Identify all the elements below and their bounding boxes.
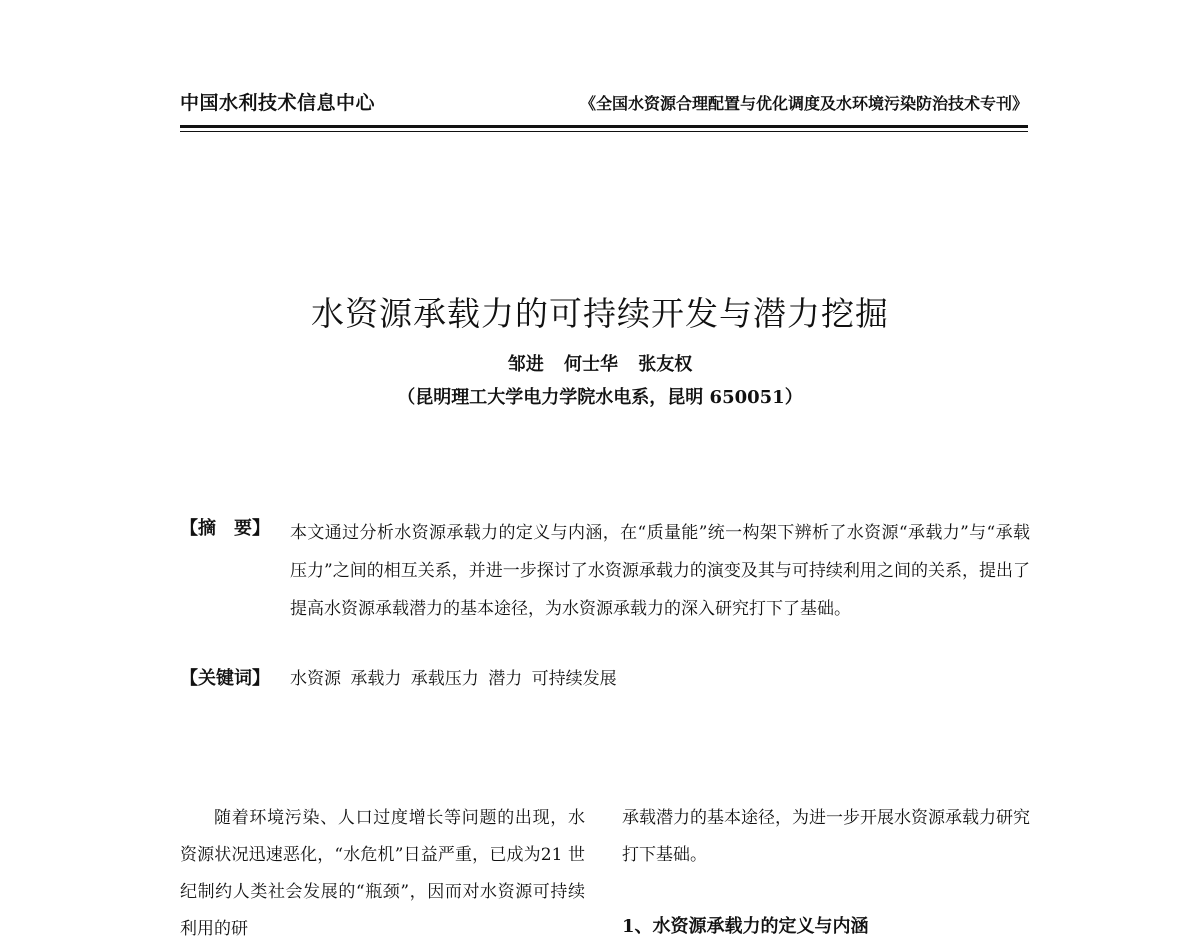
paper-authors: 邹进 何士华 张友权	[507, 354, 693, 375]
header-rule-thin	[180, 131, 1028, 132]
journal-issue-title: 《全国水资源合理配置与优化调度及水环境污染防治技术专刊》	[579, 94, 1028, 113]
author-affiliation: （昆明理工大学电力学院水电系，昆明 650051）	[397, 387, 803, 408]
keywords-text: 水资源 承载力 承载压力 潜力 可持续发展	[290, 669, 617, 689]
abstract-label: 【摘 要】	[180, 518, 270, 539]
body-column-left: 随着环境污染、人口过度增长等问题的出现，水资源状况迅速恶化，“水危机”日益严重，已成为21 世纪制约人类社会发展的“瓶颈”，因而对水资源可持续利用的研	[180, 808, 585, 939]
paper-title: 水资源承载力的可持续开发与潜力挖掘	[311, 294, 889, 333]
header-rule-thick	[180, 125, 1028, 128]
abstract-text: 本文通过分析水资源承载力的定义与内涵，在“质量能”统一构架下辨析了水资源“承载力”与“承载压力”之间的相互关系，并进一步探讨了水资源承载力的演变及其与可持续利用之间的关系，提出了提高水资源承载潜力的基本途径，为水资源承载力的深入研究打下了基础。	[290, 523, 1030, 619]
keywords-label: 【关键词】	[180, 668, 270, 689]
body-column-right: 承载潜力的基本途径，为进一步开展水资源承载力研究打下基础。	[622, 808, 1030, 865]
section-heading: 1、水资源承载力的定义与内涵	[622, 916, 869, 937]
journal-organization: 中国水利技术信息中心	[180, 92, 376, 114]
